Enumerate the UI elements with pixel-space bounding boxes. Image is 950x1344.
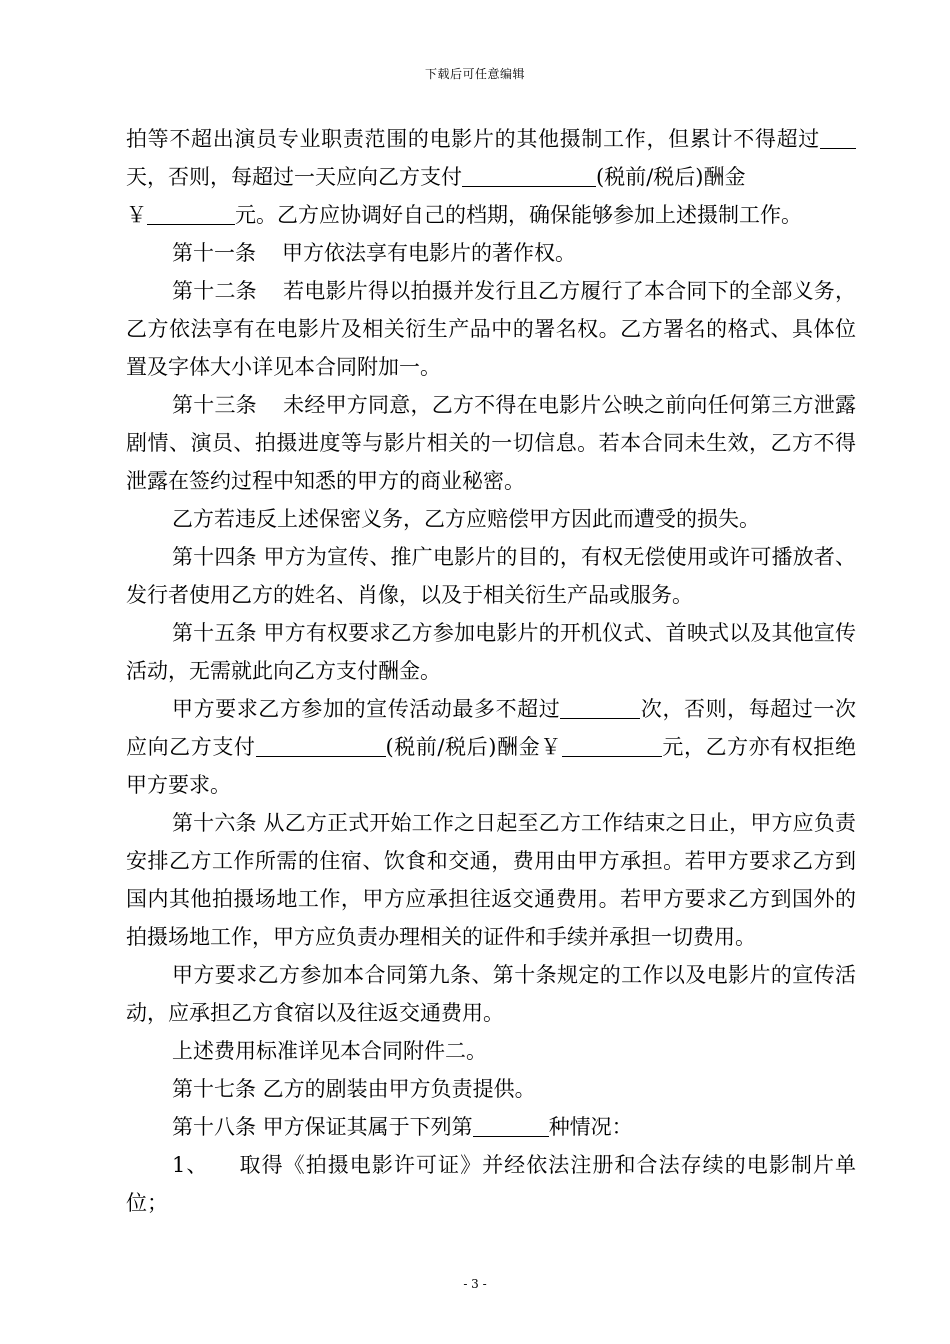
paragraph-fees: 上述费用标准详见本合同附件二。 [172,1039,487,1063]
paragraph-travel: 甲方要求乙方参加本合同第九条、第十条规定的工作以及电影片的宣传活动，应承担乙方食宿以及往返交通费用。 [126,963,856,1025]
paragraph-continued [126,120,856,234]
text: 种情况： [548,1115,633,1139]
text: 拍等不超出演员专业职责范围的电影片的其他摄制工作，但累计不得超过 [126,127,820,151]
article-12 [126,272,856,386]
article-number: 第十三条 [172,393,257,417]
article-number: 第十一条 [172,241,256,265]
article-11 [126,234,856,272]
text: 第十八条 甲方保证其属于下列第 [172,1115,473,1139]
article-text: 若电影片得以拍摄并发行且乙方履行了本合同下的全部义务，乙方依法享有在电影片及相关衍生产品中的署名权。乙方署名的格式、具体位置及字体大小详见本合同附加一。 [126,279,857,379]
page-header: 下载后可任意编辑 [424,67,525,81]
list-number: 1、 [172,1153,209,1177]
article-14: 第十四条 甲方为宣传、推广电影片的目的，有权无偿使用或许可播放者、发行者使用乙方的姓名、肖像，以及于相关衍生产品或服务。 [126,545,856,607]
text: 元。乙方应协调好自己的档期，确保能够参加上述摄制工作。 [235,203,802,227]
document-body [126,120,856,1222]
blank-amount [462,166,596,187]
blank-times [560,698,640,719]
article-13 [126,386,856,500]
article-17: 第十七条 乙方的剧装由甲方负责提供。 [172,1077,536,1101]
page-number: - 3 - [463,1277,487,1291]
blank-amount-yen [147,204,235,225]
article-text: 甲方依法享有电影片的著作权。 [282,241,576,265]
article-18 [126,1108,856,1146]
article-number: 第十二条 [172,279,257,303]
paragraph-promotion [126,690,856,804]
yen-sign: ￥ [126,203,147,227]
text: 甲方要求乙方参加的宣传活动最多不超过 [172,697,561,721]
text: 天，否则，每超过一天应向乙方支付 [126,165,462,189]
list-text: 取得《拍摄电影许可证》并经依法注册和合法存续的电影制片单位； [126,1153,856,1215]
blank-amount [256,736,386,757]
article-16: 第十六条 从乙方正式开始工作之日起至乙方工作结束之日止，甲方应负责安排乙方工作所需的住宿、饮食和交通，费用由甲方承担。若甲方要求乙方到国内其他拍摄场地工作，甲方应承担往返交通费用。若甲方要求乙方到国外的拍摄场地工作，甲方应负责办理相关的证件和手续并承担一切费用。 [126,811,856,949]
blank-option [473,1116,549,1137]
text: (税前/税后)酬金 [596,165,746,189]
blank-days [820,128,856,149]
list-item-1 [126,1146,856,1222]
article-text: 未经甲方同意，乙方不得在电影片公映之前向任何第三方泄露剧情、演员、拍摄进度等与影片相关的一切信息。若本合同未生效，乙方不得泄露在签约过程中知悉的甲方的商业秘密。 [126,393,857,493]
paragraph-confidentiality: 乙方若违反上述保密义务，乙方应赔偿甲方因此而遭受的损失。 [172,507,760,531]
article-15: 第十五条 甲方有权要求乙方参加电影片的开机仪式、首映式以及其他宣传活动，无需就此向乙方支付酬金。 [126,621,856,683]
text: (税前/税后)酬金￥ [385,735,562,759]
blank-amount-yen [562,736,662,757]
text: 元，乙方亦有权拒绝甲方要求。 [126,735,857,797]
text: 次，否则，每超过一次应向乙方支付 [126,697,857,759]
